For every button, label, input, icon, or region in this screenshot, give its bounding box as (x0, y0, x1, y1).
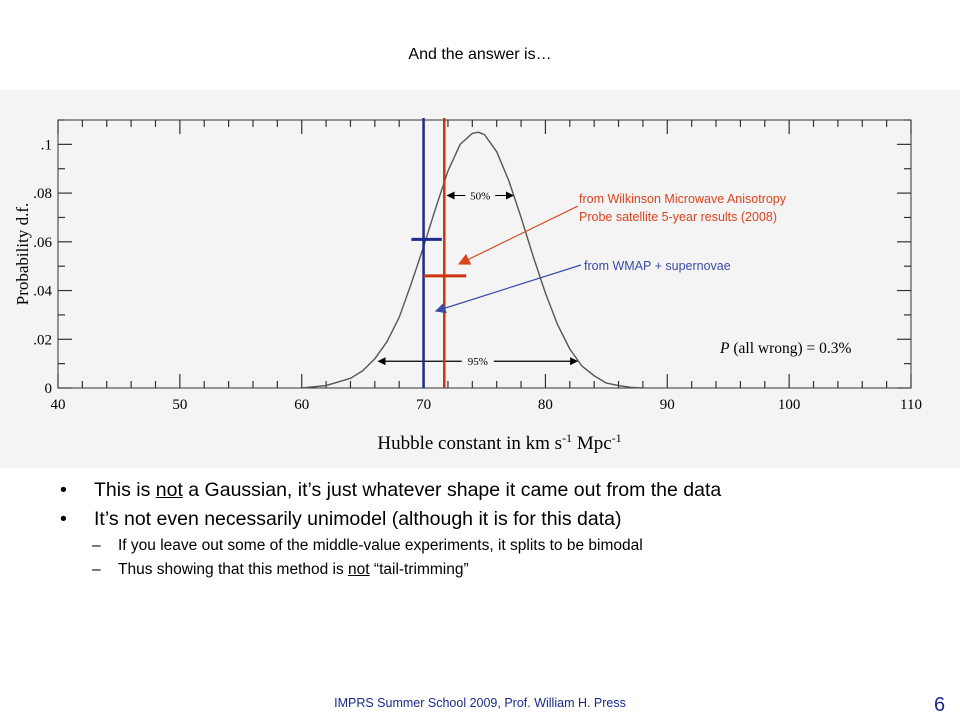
sub-bullet-dash-icon: – (92, 561, 101, 578)
footer-credit: IMPRS Summer School 2009, Prof. William H. Press (334, 696, 626, 710)
bullet-item (58, 505, 938, 534)
x-tick-label: 90 (659, 397, 675, 413)
x-tick-label: 70 (416, 397, 432, 413)
bullet-dot-icon: • (60, 508, 67, 530)
annotation-sn-arrow (436, 265, 581, 311)
y-tick-label: .08 (33, 186, 52, 203)
x-tick-label: 110 (900, 397, 922, 413)
annotation-wmap-line1: from Wilkinson Microwave Anisotropy (579, 192, 787, 206)
p-all-wrong-label: P (all wrong) = 0.3% (720, 340, 852, 357)
bullet-list (58, 476, 938, 582)
bullet-dot-icon: • (60, 479, 67, 501)
y-tick-label: .04 (33, 283, 52, 300)
x-tick-label: 80 (537, 397, 553, 413)
chart-panel (0, 90, 960, 468)
annotation-wmap-arrow (459, 206, 578, 264)
y-tick-label: .02 (33, 332, 52, 349)
x-tick-label: 100 (777, 397, 801, 413)
sub-bullet-item (58, 558, 938, 582)
y-tick-label: 0 (44, 381, 52, 397)
sub-bullet-item (58, 534, 938, 558)
x-axis-label: Hubble constant in km $s^{-1}$ Mpc$^{-1}$ (377, 431, 622, 454)
y-axis-label: Probability d.f. (13, 202, 32, 306)
y-tick-label: .1 (40, 137, 52, 154)
sub-bullet-text: If you leave out some of the middle-value experiments, it splits to be bimodal (118, 537, 643, 554)
sub-bullet-text: Thus showing that this method is not “tail-trimming” (118, 561, 469, 578)
x-tick-label: 50 (172, 397, 188, 413)
x-tick-label: 60 (294, 397, 310, 413)
page-number: 6 (934, 694, 946, 716)
sub-bullet-dash-icon: – (92, 537, 101, 554)
bullet-item (58, 476, 938, 505)
y-tick-label: .06 (33, 234, 52, 251)
annotation-wmap-line2: Probe satellite 5-year results (2008) (579, 210, 778, 224)
interval-95-label: 95% (467, 356, 488, 369)
interval-50-label: 50% (470, 190, 491, 203)
annotation-sn-text: from WMAP + supernovae (584, 259, 731, 273)
bullet-text: This is not a Gaussian, it’s just whatever shape it came out from the data (94, 479, 722, 501)
hubble-pdf-chart (0, 90, 960, 468)
x-tick-label: 40 (50, 397, 66, 413)
slide-title: And the answer is… (408, 46, 552, 63)
bullet-text: It’s not even necessarily unimodel (although it is for this data) (94, 508, 622, 530)
